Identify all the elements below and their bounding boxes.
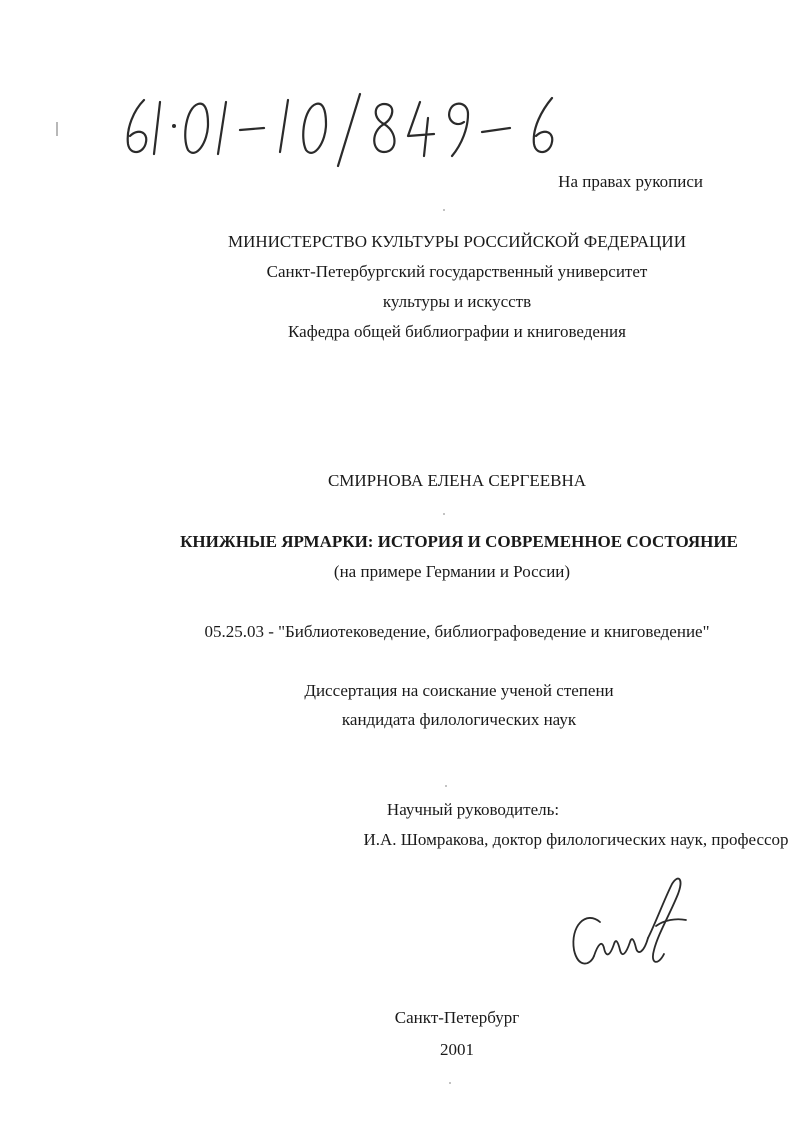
ministry-name: МИНИСТЕРСТВО КУЛЬТУРЫ РОССИЙСКОЙ ФЕДЕРАЦИИ xyxy=(227,232,686,251)
year: 2001 xyxy=(440,1040,474,1059)
university-name-line-1: Санкт-Петербургский государственный университет xyxy=(266,262,648,281)
degree-line-1: Диссертация на соискание ученой степени xyxy=(304,681,614,700)
dissertation-title: КНИЖНЫЕ ЯРМАРКИ: ИСТОРИЯ И СОВРЕМЕННОЕ СОСТОЯНИЕ xyxy=(180,532,738,551)
supervisor-label: Научный руководитель: xyxy=(386,800,560,819)
manuscript-rights-note: На правах рукописи xyxy=(558,172,703,191)
supervisor-name: И.А. Шомракова, доктор филологических наук, профессор xyxy=(363,830,789,849)
specialty-code: 05.25.03 - "Библиотековедение, библиографоведение и книговедение" xyxy=(204,622,710,641)
university-name-line-2: культуры и искусств xyxy=(382,292,532,311)
scan-speck xyxy=(449,1082,451,1084)
handwritten-archive-number xyxy=(112,88,582,168)
scan-speck xyxy=(443,209,445,211)
degree-line-2: кандидата филологических наук xyxy=(341,710,577,729)
scan-margin-mark xyxy=(56,122,58,136)
supervisor-signature xyxy=(560,870,690,980)
author-name: СМИРНОВА ЕЛЕНА СЕРГЕЕВНА xyxy=(327,471,587,490)
scan-speck xyxy=(445,785,447,787)
scan-speck xyxy=(443,513,445,515)
department-name: Кафедра общей библиографии и книговедения xyxy=(288,322,626,341)
dissertation-subtitle: (на примере Германии и России) xyxy=(333,562,571,581)
city: Санкт-Петербург xyxy=(394,1008,520,1027)
